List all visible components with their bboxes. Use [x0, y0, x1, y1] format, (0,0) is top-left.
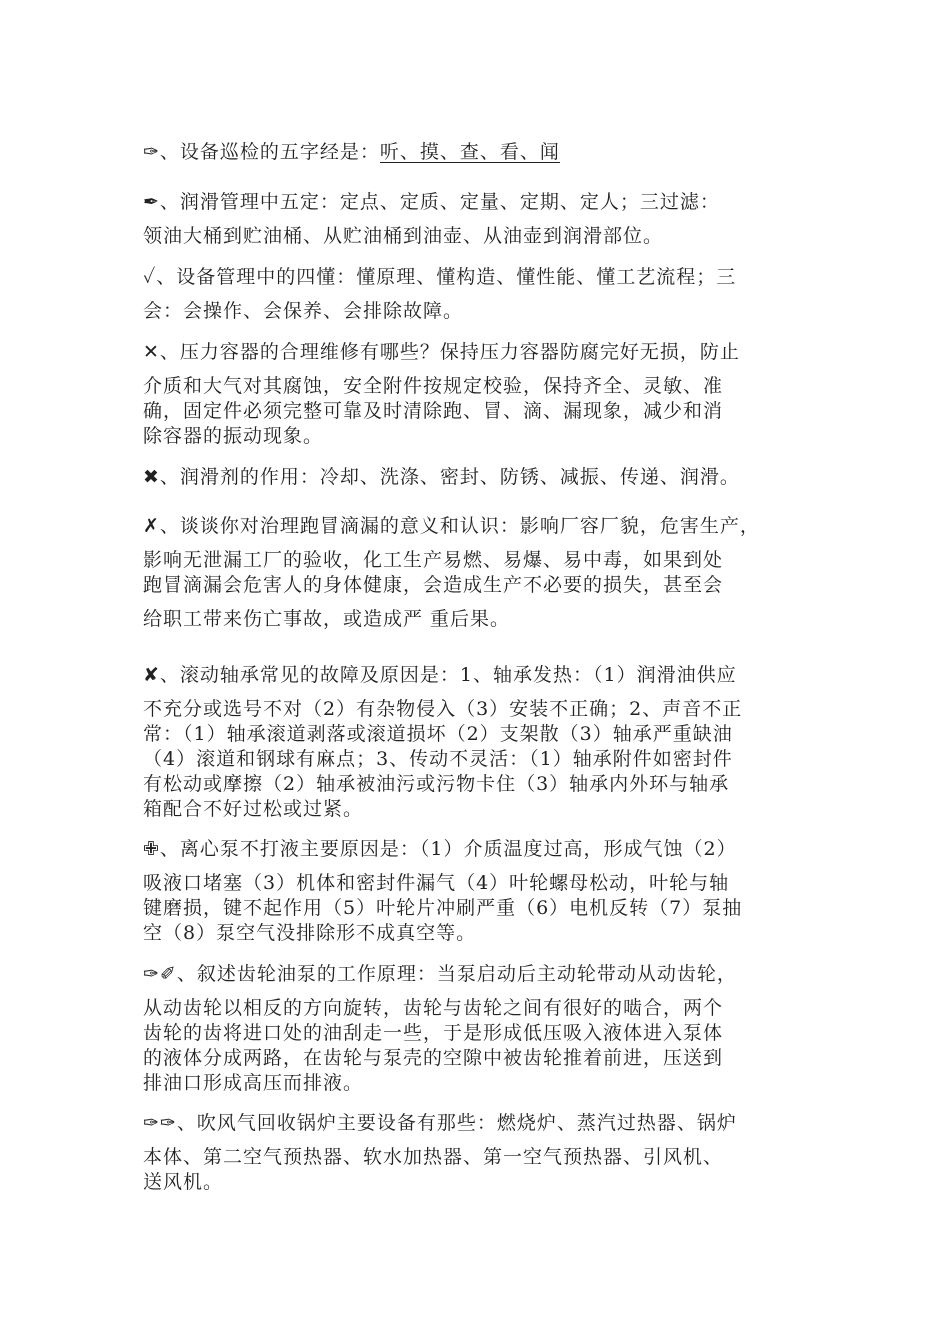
paragraph-10	[143, 1111, 813, 1195]
text-line: 给职工带来伤亡事故，或造成严 重后果。	[143, 608, 511, 630]
text-line: ✙、离心泵不打液主要原因是：（1）介质温度过高，形成气蚀（2）	[143, 838, 737, 860]
text-line	[143, 140, 813, 165]
text-line: 不充分或选号不对（2）有杂物侵入（3）安装不正确；2、声音不正	[143, 698, 743, 720]
question-text: ✑、设备巡检的五字经是：	[143, 141, 380, 163]
text-line: 影响无泄漏工厂的验收，化工生产易燃、易爆、易中毒，如果到处	[143, 549, 724, 571]
text-line: （4）滚道和钢球有麻点；3、传动不灵活：（1）轴承附件如密封件	[143, 748, 733, 770]
text-line: ✗、谈谈你对治理跑冒滴漏的意义和认识：影响厂容厂貌，危害生产，	[143, 515, 760, 537]
text-line: ✖、润滑剂的作用：冷却、洗涤、密封、防锈、减振、传递、润滑。	[143, 466, 740, 488]
text-line: 除容器的振动现象。	[143, 425, 324, 447]
text-line: 空（8）泵空气没排除形不成真空等。	[143, 922, 477, 944]
text-line: 跑冒滴漏会危害人的身体健康，会造成生产不必要的损失，甚至会	[143, 574, 724, 596]
text-line: 会：会操作、会保养、会排除故障。	[143, 300, 464, 322]
paragraph-2	[143, 190, 813, 249]
paragraph-5	[143, 465, 813, 490]
paragraph-7	[143, 663, 813, 822]
paragraph-9	[143, 962, 813, 1096]
text-line: 排油口形成高压而排液。	[143, 1072, 364, 1094]
text-line: 本体、第二空气预热器、软水加热器、第一空气预热器、引风机、	[143, 1146, 724, 1168]
text-line: ✒、润滑管理中五定：定点、定质、定量、定期、定人；三过滤：	[143, 191, 720, 213]
paragraph-6	[143, 514, 813, 632]
text-line: ✕、压力容器的合理维修有哪些？保持压力容器防腐完好无损，防止	[143, 341, 740, 363]
text-line: 箱配合不好过松或过紧。	[143, 798, 364, 820]
text-line: ✑✐、叙述齿轮油泵的工作原理：当泵启动后主动轮带动从动齿轮，	[143, 963, 737, 985]
text-line: 吸液口堵塞（3）机体和密封件漏气（4）叶轮螺母松动，叶轮与轴	[143, 872, 730, 894]
text-line: ✓、设备管理中的四懂：懂原理、懂构造、懂性能、懂工艺流程；三	[143, 266, 737, 288]
text-line: 有松动或摩擦（2）轴承被油污或污物卡住（3）轴承内外环与轴承	[143, 773, 730, 795]
text-line: ✑✑、吹风气回收锅炉主要设备有那些：燃烧炉、蒸汽过热器、锅炉	[143, 1112, 737, 1134]
text-line: 介质和大气对其腐蚀，安全附件按规定校验，保持齐全、灵敏、准	[143, 375, 724, 397]
paragraph-8	[143, 837, 813, 946]
text-line: 送风机。	[143, 1171, 224, 1193]
text-line: 的液体分成两路，在齿轮与泵壳的空隙中被齿轮推着前进，压送到	[143, 1047, 724, 1069]
text-line: 确，固定件必须完整可靠及时清除跑、冒、滴、漏现象，减少和消	[143, 400, 724, 422]
text-line: 领油大桶到贮油桶、从贮油桶到油壶、从油壶到润滑部位。	[143, 225, 664, 247]
paragraph-1	[143, 140, 813, 165]
text-line: ✘、滚动轴承常见的故障及原因是：1、轴承发热：（1）润滑油供应	[143, 664, 737, 686]
text-line: 齿轮的齿将进口处的油刮走一些，于是形成低压吸入液体进入泵体	[143, 1022, 724, 1044]
underlined-answer: 听、摸、查、看、闻	[379, 141, 560, 163]
text-line: 常：（1）轴承滚道剥落或滚道损坏（2）支架散（3）轴承严重缺油	[143, 723, 733, 745]
text-line: 键磨损，键不起作用（5）叶轮片冲刷严重（6）电机反转（7）泵抽	[143, 897, 743, 919]
paragraph-4	[143, 340, 813, 449]
paragraph-3	[143, 265, 813, 324]
text-line: 从动齿轮以相反的方向旋转，齿轮与齿轮之间有很好的啮合，两个	[143, 997, 724, 1019]
